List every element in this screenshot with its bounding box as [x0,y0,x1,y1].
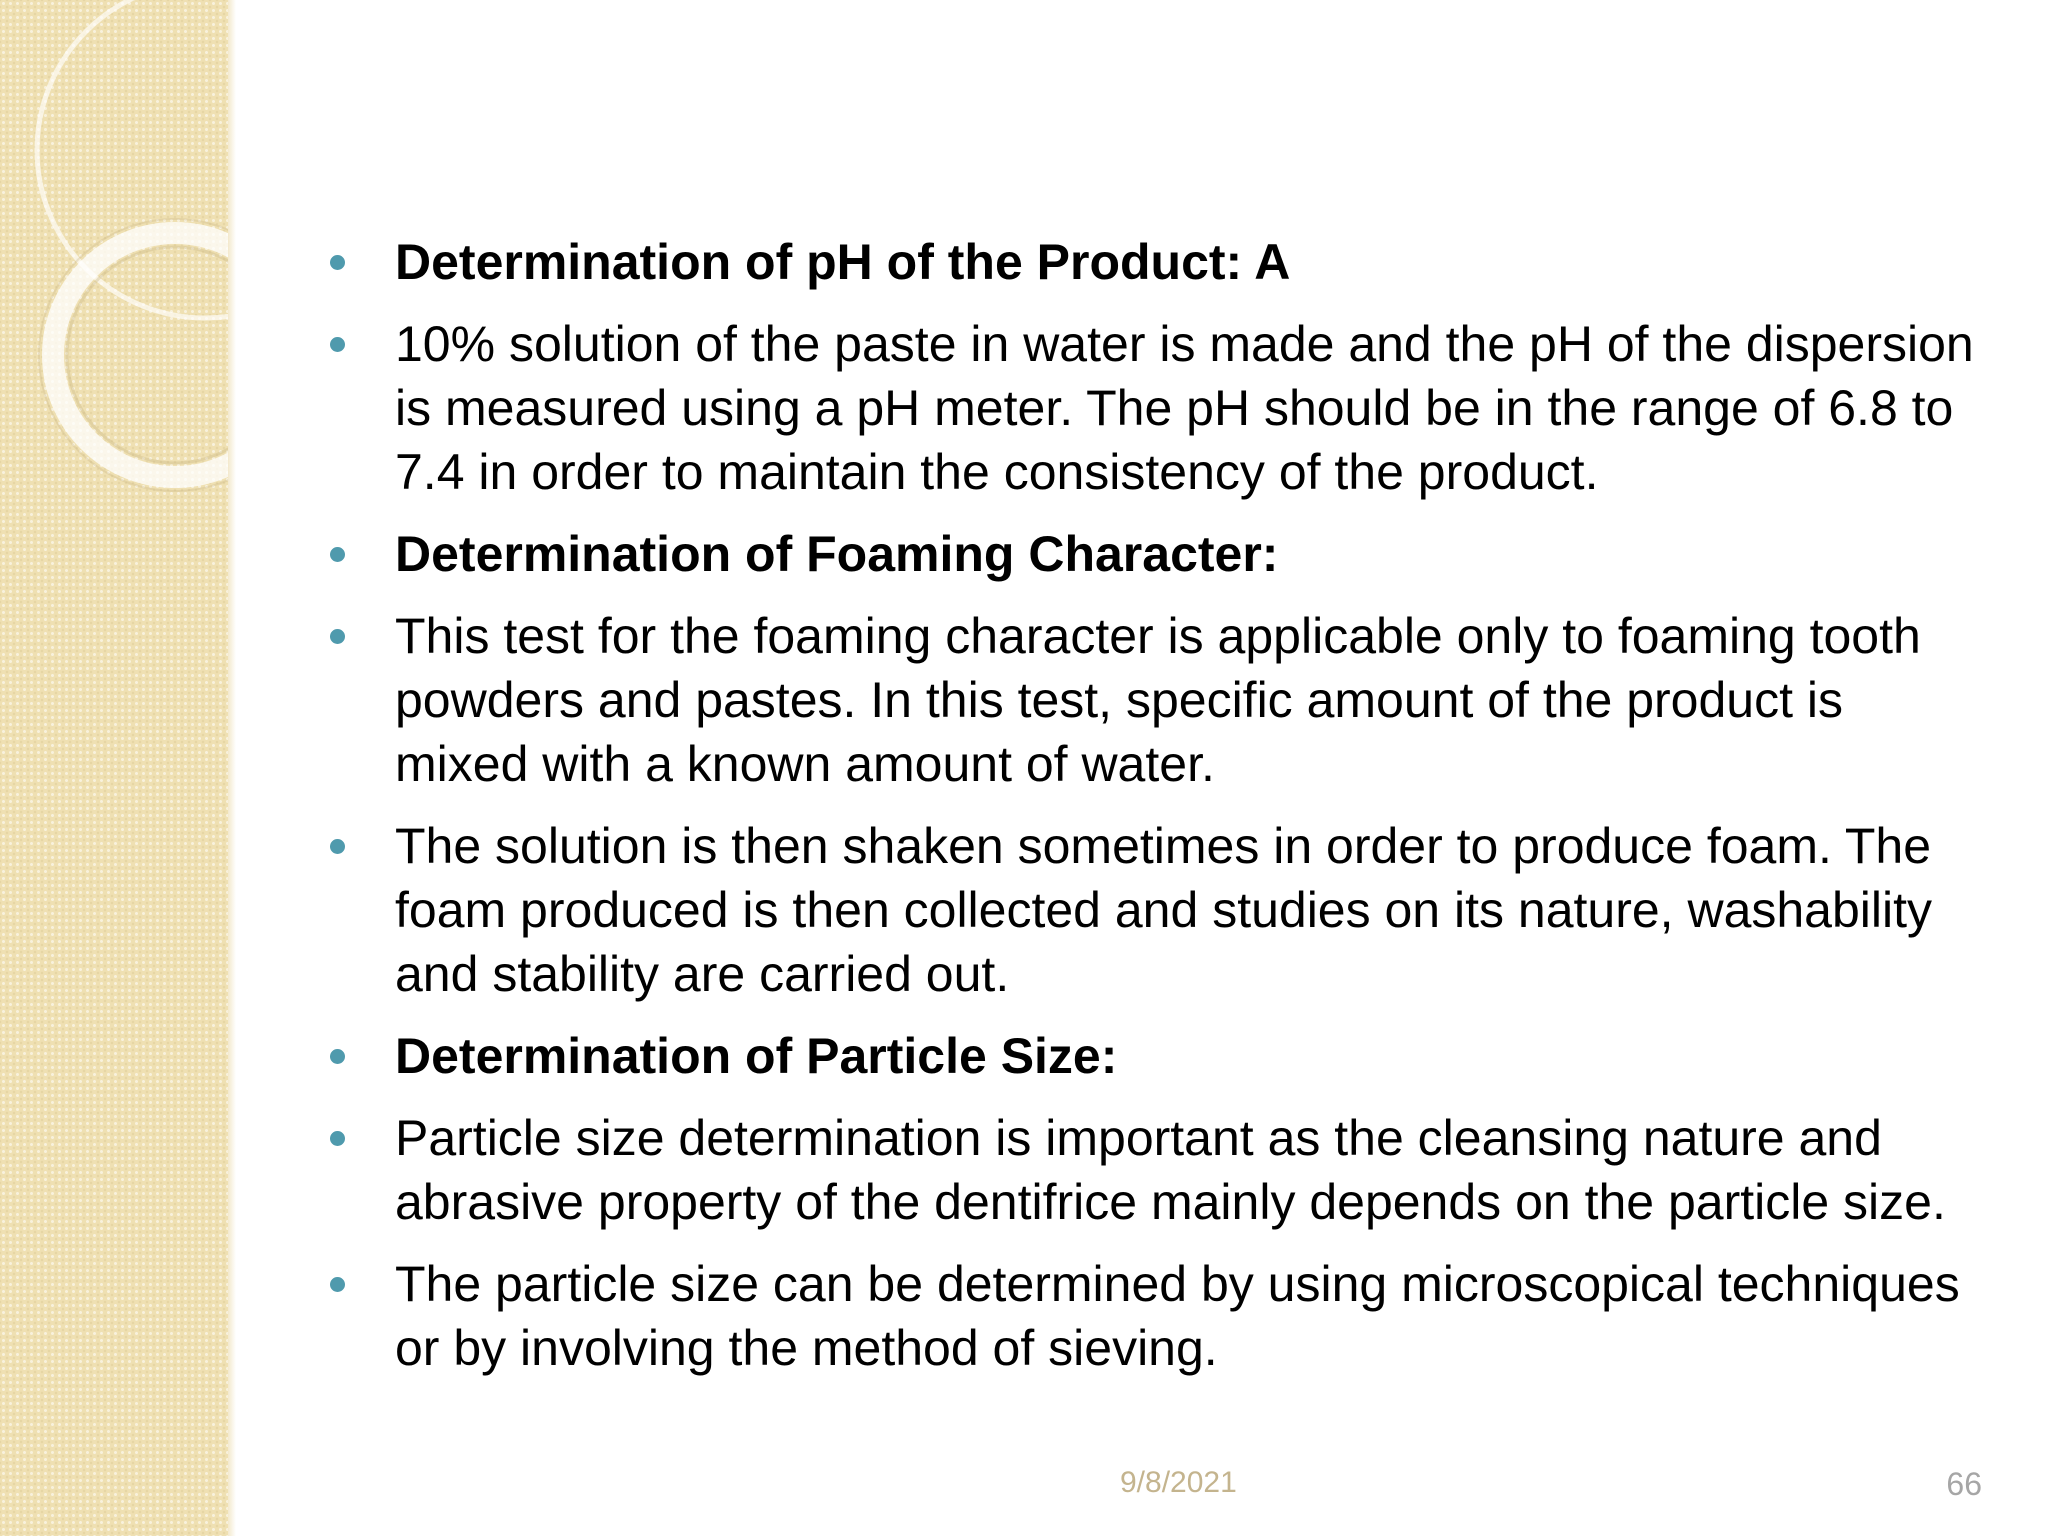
bullet-item [330,230,1990,294]
decorative-rings [0,0,228,520]
side-band-edge [228,0,236,1536]
bullet-dot-icon [330,337,345,352]
bullet-dot-icon [330,1049,345,1064]
bullet-text: This test for the foaming character is applicable only to foaming tooth powders and pastes. In this test, specific amount of the product is mixed with a known amount of water. [395,608,1921,792]
bullet-list [330,230,1990,1398]
bullet-dot-icon [330,1277,345,1292]
bullet-dot-icon [330,629,345,644]
bullet-item [330,1106,1990,1234]
bullet-text: The solution is then shaken sometimes in order to produce foam. The foam produced is then collected and studies on its nature, washability and stability are carried out. [395,818,1933,1002]
bullet-item [330,522,1990,586]
footer-date: 9/8/2021 [1120,1466,1237,1499]
page-number: 66 [1946,1466,1982,1502]
decorative-side-band [0,0,228,1536]
bullet-item [330,1024,1990,1088]
bullet-item [330,1252,1990,1380]
bullet-dot-icon [330,839,345,854]
bullet-item [330,814,1990,1006]
bullet-dot-icon [330,547,345,562]
bullet-text: Determination of Foaming Character: [395,526,1279,582]
bullet-text: Determination of pH of the Product: A [395,234,1291,290]
bullet-item [330,604,1990,796]
bullet-item [330,312,1990,504]
bullet-text: Particle size determination is important as the cleansing nature and abrasive property of the dentifrice mainly depends on the particle size. [395,1110,1946,1230]
bullet-dot-icon [330,1131,345,1146]
bullet-text: Determination of Particle Size: [395,1028,1118,1084]
bullet-dot-icon [330,255,345,270]
bullet-text: 10% solution of the paste in water is made and the pH of the dispersion is measured using a pH meter. The pH should be in the range of 6.8 to 7.4 in order to maintain the consistency of the product. [395,316,1974,500]
bullet-text: The particle size can be determined by using microscopical techniques or by involving the method of sieving. [395,1256,1960,1376]
